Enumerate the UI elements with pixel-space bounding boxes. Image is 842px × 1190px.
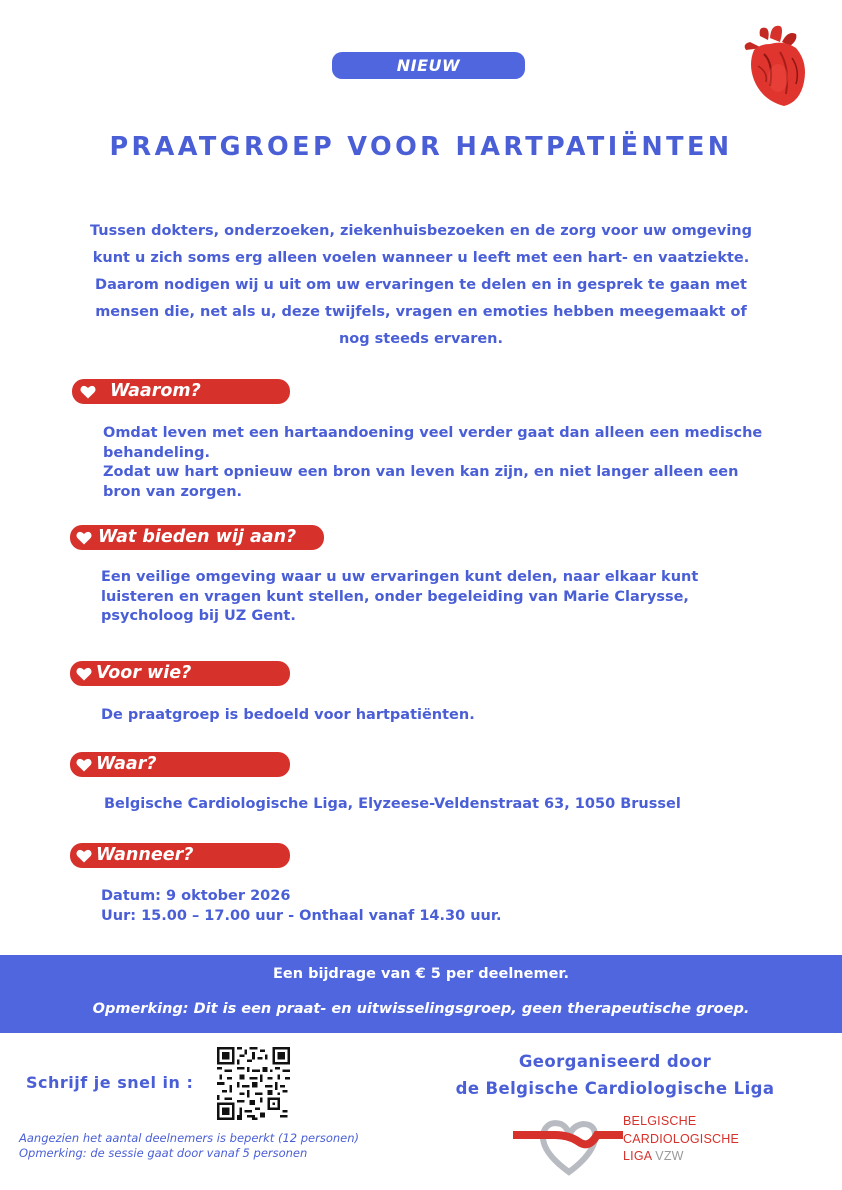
heart-icon [76, 667, 92, 681]
organizer-text: Georganiseerd door de Belgische Cardiologische Liga [455, 1052, 775, 1098]
section-title: Waar? [96, 754, 157, 774]
new-badge: NIEUW [332, 52, 525, 79]
signup-label: Schrijf je snel in : [26, 1073, 194, 1092]
remark-text: Opmerking: Dit is een praat- en uitwisselingsgroep, geen therapeutische groep. [92, 1001, 750, 1017]
section-heading-voorwie [70, 661, 290, 686]
anatomical-heart-icon [740, 24, 810, 108]
liga-logo [513, 1112, 623, 1176]
section-heading-waarom [72, 379, 290, 404]
section-heading-aanbod [70, 525, 324, 550]
section-body-waarom: Omdat leven met een hartaandoening veel verder gaat dan alleen een medische behandeling. Zodat uw hart opnieuw een bron van leven kan zijn, en niet langer alleen een bron van zorgen. [103, 425, 763, 500]
section-body-aanbod: Een veilige omgeving waar u uw ervaringen kunt delen, naar elkaar kunt luisteren en vragen kunt stellen, onder begeleiding van Marie Clarysse, psycholoog bij UZ Gent. [101, 569, 699, 624]
section-title: Wat bieden wij aan? [98, 527, 297, 547]
section-title: Waarom? [110, 381, 201, 401]
heart-icon [76, 849, 92, 863]
footnote: Aangezien het aantal deelnemers is beperkt (12 personen) Opmerking: de sessie gaat door vanaf 5 personen [19, 1131, 359, 1160]
heart-icon [76, 531, 92, 545]
contribution-text: Een bijdrage van € 5 per deelnemer. [272, 966, 569, 982]
section-title: Voor wie? [96, 663, 192, 683]
section-heading-waar [70, 752, 290, 777]
page-title: PRAATGROEP VOOR HARTPATIËNTEN [109, 132, 733, 162]
liga-logo-text: BELGISCHE CARDIOLOGISCHE LIGA VZW [623, 1114, 740, 1163]
section-body-voorwie: De praatgroep is bedoeld voor hartpatiënten. [101, 707, 475, 723]
qr-code[interactable] [217, 1047, 290, 1120]
section-body-wanneer: Datum: 9 oktober 2026 Uur: 15.00 – 17.00 uur - Onthaal vanaf 14.30 uur. [101, 888, 502, 924]
section-title: Wanneer? [96, 845, 194, 865]
intro-paragraph: Tussen dokters, onderzoeken, ziekenhuisbezoeken en de zorg voor uw omgeving kunt u zich soms erg alleen voelen wanneer u leeft met een hart- en vaatziekte. Daarom nodigen wij u uit om uw ervaringen te delen en in gesprek te gaan met mensen die, net als u, deze twijfels, vragen en emoties hebben meegemaakt of nog steeds ervaren. [89, 223, 753, 347]
section-heading-wanneer [70, 843, 290, 868]
heart-icon [80, 385, 96, 399]
info-band [0, 955, 842, 1033]
section-body-waar: Belgische Cardiologische Liga, Elyzeese-Veldenstraat 63, 1050 Brussel [104, 796, 681, 812]
heart-icon [76, 758, 92, 772]
